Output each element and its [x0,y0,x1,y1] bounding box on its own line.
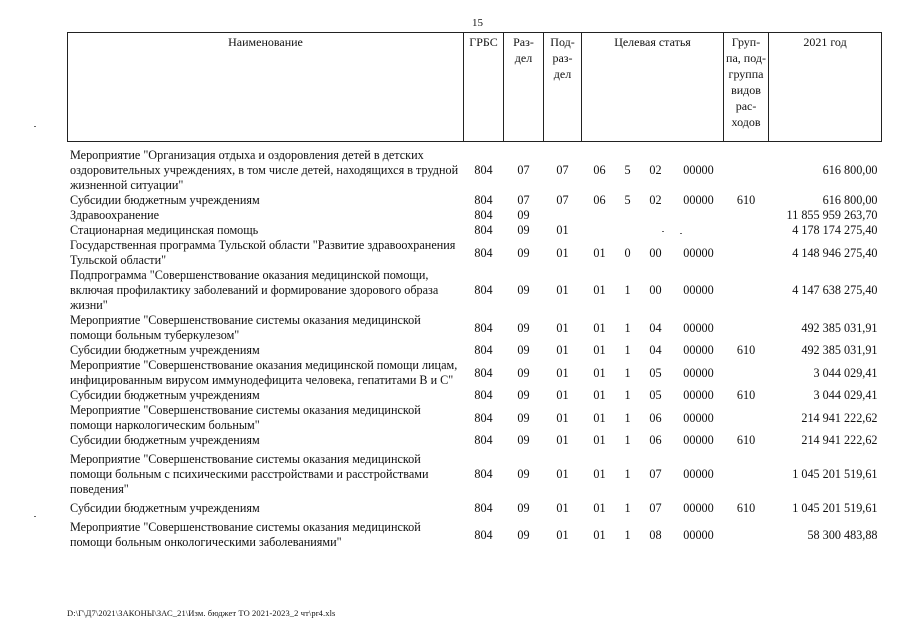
cell-grbs: 804 [474,501,493,515]
cell-target-event: 02 [649,193,662,207]
cell-target-subprogram: 1 [624,433,631,447]
cell-podrazdel: 01 [556,283,569,297]
cell-amount: 11 855 959 263,70 [786,208,878,222]
cell-expense-group: 610 [736,193,756,207]
cell-target-subprogram: 1 [624,467,631,481]
budget-table [67,32,882,554]
cell-grbs: 804 [474,208,493,222]
table-row [68,148,882,193]
cell-target-direction: 00000 [683,410,714,425]
cell-name: Мероприятие "Совершенствование системы оказания медицинской помощи больным онкологическими заболеваниями" [70,520,421,549]
table-row [68,403,882,433]
cell-target-direction [674,223,724,238]
cell-target-direction: 00000 [683,283,714,297]
cell-amount: 214 941 222,62 [801,410,878,425]
cell-target-subprogram: 1 [624,388,631,402]
cell-target-subprogram: 5 [624,193,631,207]
cell-target-event: 00 [649,283,662,297]
cell-razdel: 07 [517,163,530,177]
cell-target-event: 06 [649,410,662,425]
scan-speck [680,233,682,234]
table-row [68,223,882,238]
cell-amount: 4 147 638 275,40 [792,283,878,297]
cell-target-subprogram: 1 [624,343,631,357]
scan-speck [662,231,664,232]
header-razdel: Раз- дел [504,33,544,142]
cell-target-event: 07 [649,501,662,515]
header-name: Наименование [68,33,464,142]
table-row [68,448,882,501]
cell-target-event [638,208,674,223]
cell-target-event: 06 [649,433,662,447]
header-grbs: ГРБС [464,33,504,142]
cell-target-direction: 00000 [683,433,714,447]
header-target-article: Целевая статья [582,33,724,142]
cell-razdel: 09 [517,388,530,402]
cell-target-direction: 00000 [683,527,714,542]
cell-expense-group: 610 [736,388,756,402]
cell-expense-group [724,403,769,433]
cell-expense-group [724,313,769,343]
cell-expense-group [724,358,769,388]
cell-expense-group [724,238,769,268]
cell-razdel: 09 [517,245,530,260]
cell-target-direction: 00000 [683,163,714,177]
cell-target-direction: 00000 [683,388,714,402]
table-row [68,433,882,448]
cell-expense-group: 610 [736,501,756,515]
cell-expense-group [724,448,769,501]
cell-podrazdel: 07 [556,163,569,177]
cell-target-subprogram: 5 [624,163,631,177]
cell-target-subprogram: 0 [624,245,631,260]
cell-target-subprogram: 1 [624,410,631,425]
table-row [68,193,882,208]
file-path-footer: D:\Г\Д7\2021\ЗАКОНЫ\ЗАС_21\Изм. бюджет ТО 2021-2023_2 чт\pr4.xls [67,608,336,618]
cell-target-event: 05 [649,365,662,380]
cell-name: Мероприятие "Организация отдыха и оздоровления детей в детских оздоровительных учреждениях, в том числе детей, находящихся в трудной жизненной ситуации" [70,148,459,192]
table-row [68,501,882,516]
cell-name: Государственная программа Тульской области "Развитие здравоохранения Тульской области" [70,238,456,267]
cell-target-program: 01 [593,283,606,297]
cell-amount: 616 800,00 [822,193,878,207]
table-row [68,208,882,223]
cell-amount: 3 044 029,41 [813,365,878,380]
cell-target-subprogram: 1 [624,365,631,380]
cell-podrazdel [544,208,582,223]
cell-amount: 1 045 201 519,61 [792,501,878,515]
cell-target-event: 05 [649,388,662,402]
cell-podrazdel: 01 [556,410,569,425]
cell-name: Мероприятие "Совершенствование системы оказания медицинской помощи больным с психическими расстройствами и расстройствами поведения" [70,452,429,496]
cell-amount: 214 941 222,62 [801,433,878,447]
cell-podrazdel: 01 [556,501,569,515]
cell-podrazdel: 01 [556,365,569,380]
cell-target-subprogram [618,223,638,238]
cell-expense-group [724,516,769,554]
cell-target-subprogram: 1 [624,283,631,297]
cell-target-event: 04 [649,320,662,335]
cell-grbs: 804 [474,365,493,380]
table-row [68,388,882,403]
cell-podrazdel: 01 [556,433,569,447]
cell-razdel: 09 [517,283,530,297]
cell-razdel: 07 [517,193,530,207]
cell-grbs: 804 [474,433,493,447]
cell-target-subprogram: 1 [624,501,631,515]
cell-target-program: 01 [593,501,606,515]
cell-target-program: 01 [593,527,606,542]
cell-target-program: 01 [593,343,606,357]
cell-grbs: 804 [474,193,493,207]
cell-grbs: 804 [474,283,493,297]
cell-name: Мероприятие "Совершенствование системы оказания медицинской помощи наркологическим больным" [70,403,421,432]
cell-grbs: 804 [474,410,493,425]
cell-name: Мероприятие "Совершенствование оказания медицинской помощи лицам, инфицированным вирусом иммунодефицита человека, гепатитами В и С" [70,358,458,387]
cell-grbs: 804 [474,527,493,542]
cell-razdel: 09 [517,467,530,481]
cell-expense-group [724,268,769,313]
cell-target-direction [674,208,724,223]
cell-name: Субсидии бюджетным учреждениям [70,501,260,515]
cell-name: Мероприятие "Совершенствование системы оказания медицинской помощи больным туберкулезом" [70,313,421,342]
cell-podrazdel: 01 [556,388,569,402]
cell-target-program: 01 [593,365,606,380]
cell-podrazdel: 01 [556,223,569,237]
cell-podrazdel: 01 [556,343,569,357]
cell-name: Субсидии бюджетным учреждениям [70,388,260,402]
cell-target-subprogram: 1 [624,320,631,335]
cell-target-program: 06 [593,193,606,207]
cell-expense-group [724,208,769,223]
header-expense-group: Груп- па, под- группа видов рас- ходов [724,33,769,142]
cell-name: Здравоохранение [70,208,160,222]
cell-target-subprogram: 1 [624,527,631,542]
header-row [68,33,882,142]
cell-podrazdel: 01 [556,245,569,260]
cell-podrazdel: 01 [556,467,569,481]
cell-grbs: 804 [474,163,493,177]
cell-target-direction: 00000 [683,501,714,515]
cell-target-program: 01 [593,410,606,425]
cell-target-subprogram [618,208,638,223]
cell-target-event: 08 [649,527,662,542]
cell-name: Стационарная медицинская помощь [70,223,259,237]
cell-expense-group [724,223,769,238]
table-row [68,516,882,554]
cell-amount: 492 385 031,91 [801,343,878,357]
cell-razdel: 09 [517,527,530,542]
cell-grbs: 804 [474,223,493,237]
cell-expense-group: 610 [736,433,756,447]
cell-razdel: 09 [517,320,530,335]
cell-amount: 58 300 483,88 [807,527,878,542]
cell-razdel: 09 [517,365,530,380]
table-row [68,343,882,358]
cell-name: Субсидии бюджетным учреждениям [70,193,260,207]
cell-target-program: 01 [593,433,606,447]
cell-target-program: 01 [593,388,606,402]
cell-razdel: 09 [517,223,530,237]
cell-target-direction: 00000 [683,467,714,481]
cell-razdel: 09 [517,410,530,425]
cell-podrazdel: 07 [556,193,569,207]
scan-speck [34,516,36,517]
cell-amount: 1 045 201 519,61 [792,467,878,481]
scan-speck [34,126,36,127]
table-row [68,238,882,268]
cell-razdel: 09 [517,208,530,222]
cell-target-event: 04 [649,343,662,357]
cell-name: Субсидии бюджетным учреждениям [70,343,260,357]
table-row [68,358,882,388]
cell-target-event: 07 [649,467,662,481]
cell-grbs: 804 [474,320,493,335]
header-podrazdel: Под- раз- дел [544,33,582,142]
cell-grbs: 804 [474,467,493,481]
cell-razdel: 09 [517,343,530,357]
cell-target-program [582,208,618,223]
cell-podrazdel: 01 [556,320,569,335]
cell-name: Субсидии бюджетным учреждениям [70,433,260,447]
cell-target-direction: 00000 [683,193,714,207]
cell-target-event: 02 [649,163,662,177]
cell-podrazdel: 01 [556,527,569,542]
cell-amount: 616 800,00 [822,163,878,177]
cell-grbs: 804 [474,388,493,402]
cell-expense-group: 610 [736,343,756,357]
cell-target-event: 00 [649,245,662,260]
cell-amount: 3 044 029,41 [813,388,878,402]
cell-razdel: 09 [517,433,530,447]
table-row [68,313,882,343]
cell-target-direction: 00000 [683,343,714,357]
cell-target-direction: 00000 [683,245,714,260]
page-number: 15 [472,17,483,29]
cell-grbs: 804 [474,245,493,260]
table-body [68,142,882,555]
cell-name: Подпрограмма "Совершенствование оказания медицинской помощи, включая профилактику заболеваний и формирование здорового образа жизни" [70,268,439,312]
cell-target-program: 01 [593,245,606,260]
cell-grbs: 804 [474,343,493,357]
cell-amount: 4 178 174 275,40 [792,223,878,237]
cell-target-direction: 00000 [683,320,714,335]
cell-razdel: 09 [517,501,530,515]
cell-amount: 4 148 946 275,40 [792,245,878,260]
cell-expense-group [724,148,769,193]
table-row [68,268,882,313]
cell-target-program: 01 [593,320,606,335]
cell-target-program: 06 [593,163,606,177]
cell-target-program: 01 [593,467,606,481]
cell-target-event [638,223,674,238]
cell-target-program [582,223,618,238]
header-year: 2021 год [769,33,882,142]
cell-target-direction: 00000 [683,365,714,380]
cell-amount: 492 385 031,91 [801,320,878,335]
